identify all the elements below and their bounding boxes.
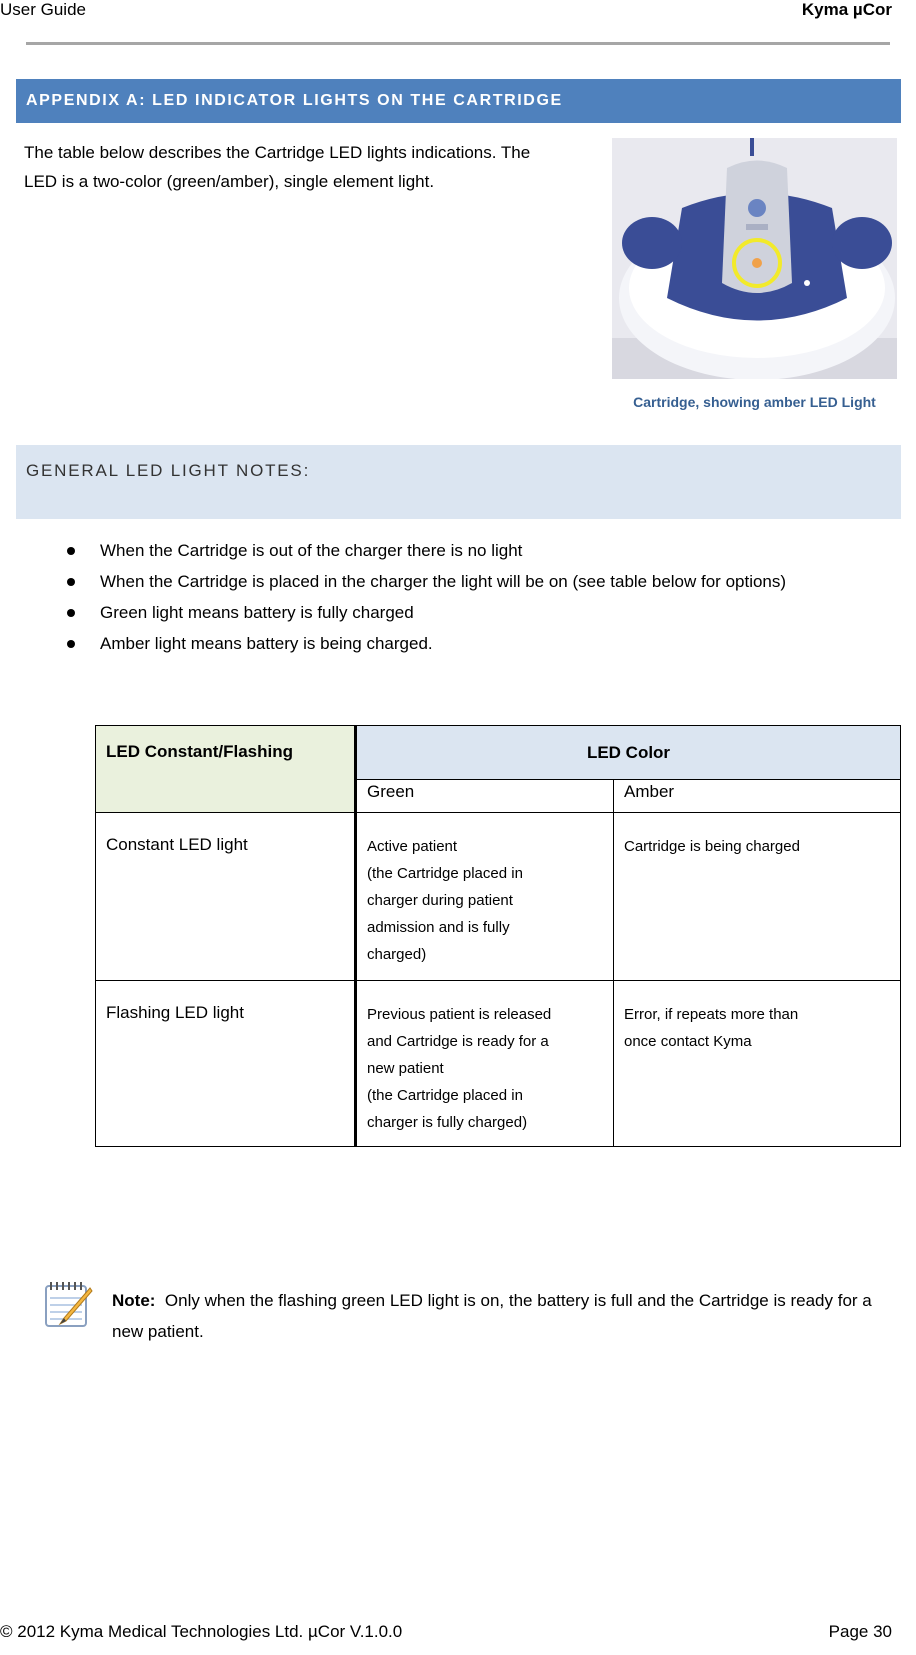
cell-line: Active patient — [367, 838, 458, 855]
header-doc-type: User Guide — [0, 0, 86, 19]
row-label: Flashing LED light — [96, 981, 356, 1147]
footer-page-number: Page 30 — [828, 1622, 892, 1641]
row-label: Constant LED light — [96, 813, 356, 981]
bullet-icon — [67, 547, 75, 555]
note-body: Only when the flashing green LED light is on, the battery is full and the Cartridge is ready for a new patient. — [112, 1291, 872, 1341]
footer-copyright: © 2012 Kyma Medical Technologies Ltd. µCor V.1.0.0 — [0, 1622, 403, 1641]
intro-paragraph: The table below describes the Cartridge LED lights indications. The LED is a two-color (green/amber), single element light. — [24, 143, 531, 191]
cell-line: (the Cartridge placed in — [367, 865, 523, 882]
note-item-text: When the Cartridge is out of the charger there is no light — [100, 541, 523, 560]
notepad-icon — [42, 1278, 94, 1330]
green-cell — [356, 813, 614, 981]
table-row — [96, 813, 901, 981]
cell-line: charger during patient — [367, 892, 513, 909]
bullet-icon — [67, 640, 75, 648]
col-led-color-header: LED Color — [356, 726, 901, 780]
cell-line: Error, if repeats more than — [624, 1006, 799, 1023]
header-divider — [26, 42, 890, 45]
list-item — [0, 597, 880, 628]
list-item — [0, 628, 880, 659]
cell-line: (the Cartridge placed in — [367, 1087, 523, 1104]
notes-list — [0, 535, 916, 659]
amber-cell — [614, 813, 901, 981]
cell-line: and Cartridge is ready for a — [367, 1033, 549, 1050]
notes-heading: GENERAL LED LIGHT NOTES: — [16, 445, 901, 519]
led-table — [95, 725, 901, 1147]
cell-line: charged) — [367, 946, 427, 963]
note-item-text: Green light means battery is fully charged — [100, 603, 414, 622]
note-item-text: When the Cartridge is placed in the charger the light will be on (see table below for options) — [100, 572, 787, 591]
table-header-row — [96, 726, 901, 780]
list-item — [0, 535, 880, 566]
green-cell — [356, 981, 614, 1147]
table-row — [96, 981, 901, 1147]
cell-line: Cartridge is being charged — [624, 838, 800, 855]
note-callout — [112, 1285, 872, 1347]
photo-caption: Cartridge, showing amber LED Light — [633, 394, 876, 410]
amber-cell — [614, 981, 901, 1147]
col-amber-header: Amber — [614, 780, 901, 813]
cell-line: new patient — [367, 1060, 444, 1077]
bullet-icon — [67, 578, 75, 586]
bullet-icon — [67, 609, 75, 617]
cell-line: charger is fully charged) — [367, 1114, 528, 1131]
appendix-heading: APPENDIX A: LED INDICATOR LIGHTS ON THE CARTRIDGE — [16, 79, 901, 123]
note-label: Note: — [112, 1291, 156, 1310]
cartridge-photo — [612, 138, 897, 379]
cell-line: Previous patient is released — [367, 1006, 552, 1023]
cell-line: admission and is fully — [367, 919, 510, 936]
note-item-text: Amber light means battery is being charged. — [100, 634, 433, 653]
col-led-mode-header: LED Constant/Flashing — [96, 726, 356, 813]
header-product: Kyma µCor — [801, 0, 892, 19]
list-item — [0, 566, 880, 597]
cell-line: once contact Kyma — [624, 1033, 752, 1050]
col-green-header: Green — [356, 780, 614, 813]
